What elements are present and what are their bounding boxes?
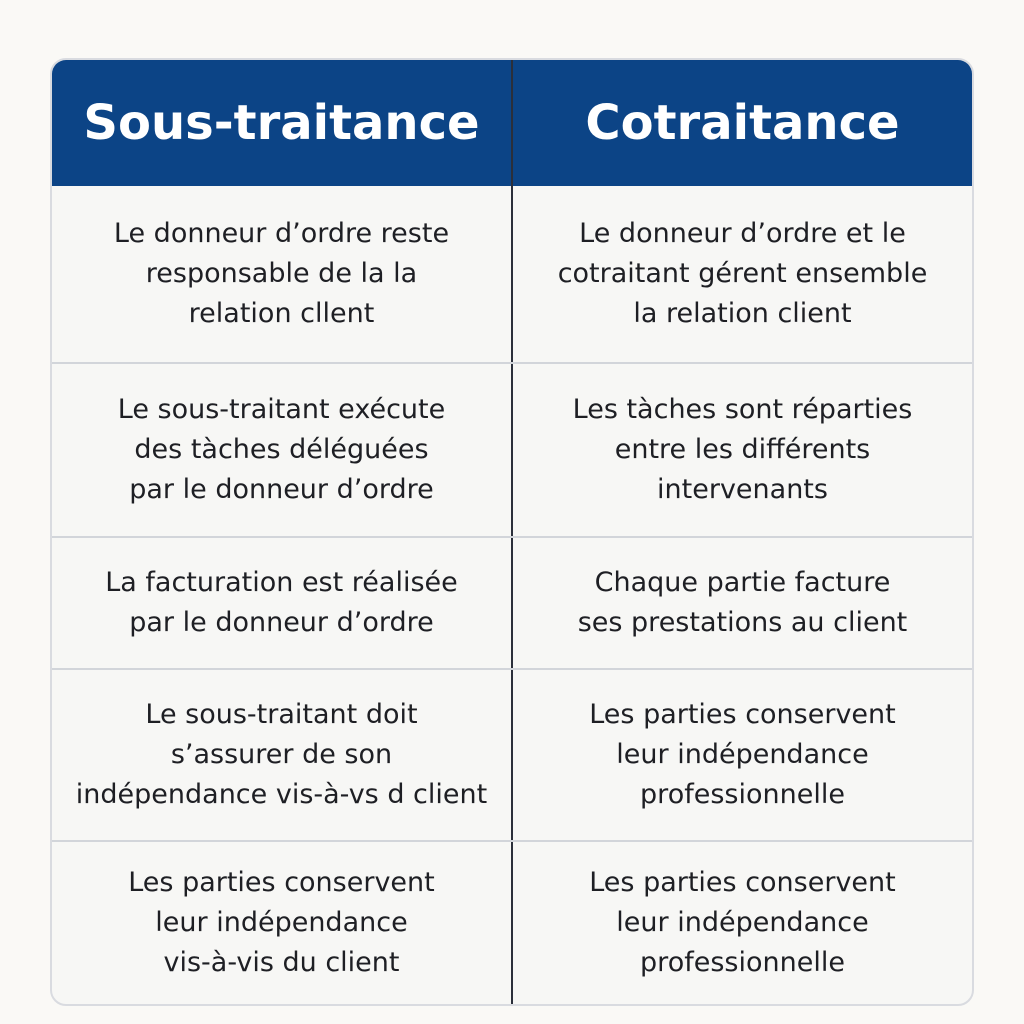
cell-sous-traitance: Le sous-traitant exécute des tàches déléguées par le donneur d’ordre — [52, 364, 513, 536]
table-header — [52, 60, 972, 186]
table-row — [52, 840, 972, 1004]
cell-sous-traitance: Le donneur d’ordre reste responsable de la la relation cllent — [52, 186, 513, 362]
table-row — [52, 362, 972, 536]
header-cotraitance: Cotraitance — [585, 95, 900, 151]
comparison-table — [50, 58, 974, 1006]
table-row — [52, 186, 972, 362]
cell-cotraitance: Les parties conservent leur indépendance professionnelle — [589, 867, 896, 978]
table-body — [52, 186, 972, 1004]
header-sous-traitance: Sous-traitance — [52, 60, 513, 186]
cell-sous-traitance: La facturation est réalisée par le donneur d’ordre — [52, 538, 513, 668]
cell-cotraitance: Chaque partie facture ses prestations au client — [577, 567, 908, 638]
cell-cotraitance: Les tàches sont réparties entre les différents intervenants — [572, 394, 913, 505]
table-row — [52, 536, 972, 668]
cell-cotraitance: Les parties conservent leur indépendance professionnelle — [589, 699, 896, 810]
cell-sous-traitance: Les parties conservent leur indépendance vis-à-vis du client — [52, 842, 513, 1004]
cell-sous-traitance: Le sous-traitant doit s’assurer de son indépendance vis-à-vs d client — [52, 670, 513, 840]
table-row — [52, 668, 972, 840]
cell-cotraitance: Le donneur d’ordre et le cotraitant gérent ensemble la relation client — [557, 218, 928, 329]
